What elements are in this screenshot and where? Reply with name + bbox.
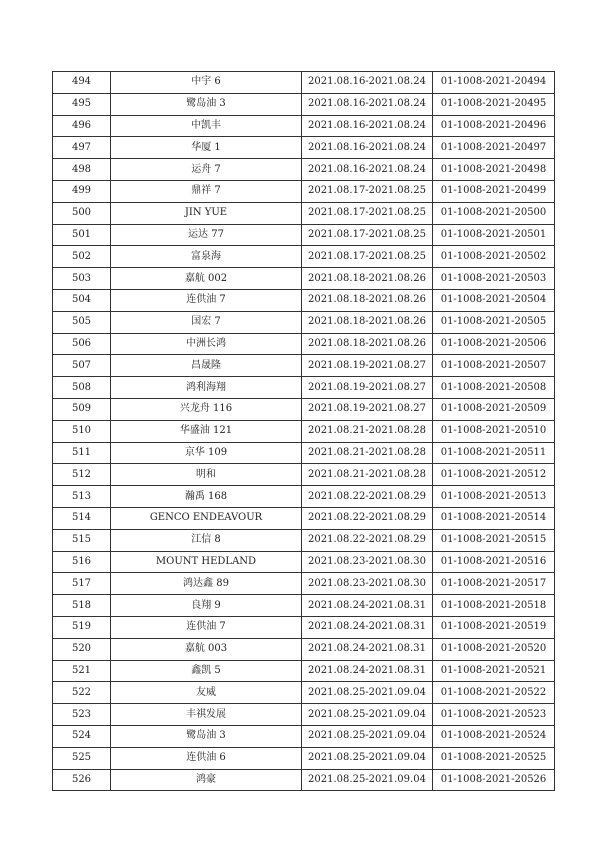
ship-name-cell: 中宇 6 xyxy=(111,72,302,94)
ship-name-cell: 鹭岛油 3 xyxy=(111,93,302,115)
row-number-cell: 513 xyxy=(53,486,111,508)
date-range-cell: 2021.08.24-2021.08.31 xyxy=(302,638,433,660)
date-range-cell: 2021.08.18-2021.08.26 xyxy=(302,268,433,290)
certificate-number-cell: 01-1008-2021-20499 xyxy=(433,180,555,202)
certificate-number-cell: 01-1008-2021-20512 xyxy=(433,464,555,486)
certificate-number-cell: 01-1008-2021-20501 xyxy=(433,224,555,246)
row-number-cell: 522 xyxy=(53,682,111,704)
ship-name-cell: 中洲长鸿 xyxy=(111,333,302,355)
table-row xyxy=(53,137,555,159)
certificate-number-cell: 01-1008-2021-20526 xyxy=(433,769,555,791)
table-row xyxy=(53,377,555,399)
date-range-cell: 2021.08.18-2021.08.26 xyxy=(302,333,433,355)
row-number-cell: 498 xyxy=(53,159,111,181)
date-range-cell: 2021.08.24-2021.08.31 xyxy=(302,595,433,617)
ship-name-cell: 江信 8 xyxy=(111,529,302,551)
table-row xyxy=(53,420,555,442)
date-range-cell: 2021.08.23-2021.08.30 xyxy=(302,551,433,573)
certificate-number-cell: 01-1008-2021-20511 xyxy=(433,442,555,464)
row-number-cell: 509 xyxy=(53,398,111,420)
record-table xyxy=(52,71,555,791)
certificate-number-cell: 01-1008-2021-20504 xyxy=(433,289,555,311)
certificate-number-cell: 01-1008-2021-20513 xyxy=(433,486,555,508)
table-row xyxy=(53,398,555,420)
row-number-cell: 502 xyxy=(53,246,111,268)
certificate-number-cell: 01-1008-2021-20522 xyxy=(433,682,555,704)
date-range-cell: 2021.08.17-2021.08.25 xyxy=(302,202,433,224)
table-row xyxy=(53,355,555,377)
date-range-cell: 2021.08.22-2021.08.29 xyxy=(302,507,433,529)
date-range-cell: 2021.08.18-2021.08.26 xyxy=(302,311,433,333)
certificate-number-cell: 01-1008-2021-20495 xyxy=(433,93,555,115)
ship-name-cell: 连供油 7 xyxy=(111,616,302,638)
table-row xyxy=(53,224,555,246)
certificate-number-cell: 01-1008-2021-20523 xyxy=(433,704,555,726)
ship-name-cell: 京华 109 xyxy=(111,442,302,464)
ship-name-cell: MOUNT HEDLAND xyxy=(111,551,302,573)
table-row xyxy=(53,660,555,682)
ship-name-cell: 明和 xyxy=(111,464,302,486)
ship-name-cell: 华盛油 121 xyxy=(111,420,302,442)
table-row xyxy=(53,115,555,137)
certificate-number-cell: 01-1008-2021-20520 xyxy=(433,638,555,660)
table-row xyxy=(53,573,555,595)
ship-name-cell: 鼎祥 7 xyxy=(111,180,302,202)
table-row xyxy=(53,268,555,290)
date-range-cell: 2021.08.21-2021.08.28 xyxy=(302,464,433,486)
table-row xyxy=(53,747,555,769)
row-number-cell: 499 xyxy=(53,180,111,202)
date-range-cell: 2021.08.16-2021.08.24 xyxy=(302,137,433,159)
row-number-cell: 505 xyxy=(53,311,111,333)
table-row xyxy=(53,333,555,355)
date-range-cell: 2021.08.16-2021.08.24 xyxy=(302,159,433,181)
row-number-cell: 495 xyxy=(53,93,111,115)
date-range-cell: 2021.08.25-2021.09.04 xyxy=(302,725,433,747)
ship-name-cell: 丰祺发展 xyxy=(111,704,302,726)
table-row xyxy=(53,769,555,791)
table-row xyxy=(53,616,555,638)
certificate-number-cell: 01-1008-2021-20514 xyxy=(433,507,555,529)
ship-name-cell: 鸿达鑫 89 xyxy=(111,573,302,595)
ship-name-cell: 鑫凯 5 xyxy=(111,660,302,682)
row-number-cell: 507 xyxy=(53,355,111,377)
row-number-cell: 501 xyxy=(53,224,111,246)
ship-name-cell: 华厦 1 xyxy=(111,137,302,159)
table-row xyxy=(53,595,555,617)
date-range-cell: 2021.08.19-2021.08.27 xyxy=(302,355,433,377)
table-row xyxy=(53,311,555,333)
row-number-cell: 494 xyxy=(53,72,111,94)
row-number-cell: 523 xyxy=(53,704,111,726)
ship-name-cell: 运舟 7 xyxy=(111,159,302,181)
row-number-cell: 510 xyxy=(53,420,111,442)
row-number-cell: 504 xyxy=(53,289,111,311)
date-range-cell: 2021.08.16-2021.08.24 xyxy=(302,72,433,94)
ship-name-cell: 友威 xyxy=(111,682,302,704)
row-number-cell: 497 xyxy=(53,137,111,159)
row-number-cell: 519 xyxy=(53,616,111,638)
row-number-cell: 514 xyxy=(53,507,111,529)
row-number-cell: 511 xyxy=(53,442,111,464)
date-range-cell: 2021.08.23-2021.08.30 xyxy=(302,573,433,595)
date-range-cell: 2021.08.21-2021.08.28 xyxy=(302,442,433,464)
date-range-cell: 2021.08.25-2021.09.04 xyxy=(302,747,433,769)
date-range-cell: 2021.08.22-2021.08.29 xyxy=(302,529,433,551)
ship-name-cell: 运达 77 xyxy=(111,224,302,246)
ship-name-cell: 富泉海 xyxy=(111,246,302,268)
certificate-number-cell: 01-1008-2021-20502 xyxy=(433,246,555,268)
certificate-number-cell: 01-1008-2021-20525 xyxy=(433,747,555,769)
date-range-cell: 2021.08.22-2021.08.29 xyxy=(302,486,433,508)
certificate-number-cell: 01-1008-2021-20515 xyxy=(433,529,555,551)
table-row xyxy=(53,180,555,202)
certificate-number-cell: 01-1008-2021-20500 xyxy=(433,202,555,224)
table-row xyxy=(53,93,555,115)
certificate-number-cell: 01-1008-2021-20519 xyxy=(433,616,555,638)
date-range-cell: 2021.08.24-2021.08.31 xyxy=(302,660,433,682)
row-number-cell: 517 xyxy=(53,573,111,595)
table-row xyxy=(53,486,555,508)
date-range-cell: 2021.08.16-2021.08.24 xyxy=(302,93,433,115)
certificate-number-cell: 01-1008-2021-20516 xyxy=(433,551,555,573)
date-range-cell: 2021.08.19-2021.08.27 xyxy=(302,377,433,399)
table-row xyxy=(53,725,555,747)
row-number-cell: 506 xyxy=(53,333,111,355)
ship-name-cell: 鸿豪 xyxy=(111,769,302,791)
certificate-number-cell: 01-1008-2021-20507 xyxy=(433,355,555,377)
row-number-cell: 508 xyxy=(53,377,111,399)
table-row xyxy=(53,507,555,529)
ship-name-cell: 嘉航 002 xyxy=(111,268,302,290)
row-number-cell: 516 xyxy=(53,551,111,573)
ship-name-cell: 国宏 7 xyxy=(111,311,302,333)
table-row xyxy=(53,202,555,224)
date-range-cell: 2021.08.19-2021.08.27 xyxy=(302,398,433,420)
date-range-cell: 2021.08.18-2021.08.26 xyxy=(302,289,433,311)
table-row xyxy=(53,72,555,94)
date-range-cell: 2021.08.25-2021.09.04 xyxy=(302,769,433,791)
row-number-cell: 525 xyxy=(53,747,111,769)
row-number-cell: 524 xyxy=(53,725,111,747)
date-range-cell: 2021.08.21-2021.08.28 xyxy=(302,420,433,442)
certificate-number-cell: 01-1008-2021-20498 xyxy=(433,159,555,181)
ship-name-cell: 瀚禹 168 xyxy=(111,486,302,508)
certificate-number-cell: 01-1008-2021-20494 xyxy=(433,72,555,94)
table-row xyxy=(53,246,555,268)
ship-name-cell: 良翔 9 xyxy=(111,595,302,617)
ship-name-cell: JIN YUE xyxy=(111,202,302,224)
row-number-cell: 503 xyxy=(53,268,111,290)
date-range-cell: 2021.08.17-2021.08.25 xyxy=(302,180,433,202)
certificate-number-cell: 01-1008-2021-20506 xyxy=(433,333,555,355)
table-row xyxy=(53,529,555,551)
date-range-cell: 2021.08.25-2021.09.04 xyxy=(302,682,433,704)
ship-name-cell: 连供油 7 xyxy=(111,289,302,311)
certificate-number-cell: 01-1008-2021-20505 xyxy=(433,311,555,333)
ship-name-cell: GENCO ENDEAVOUR xyxy=(111,507,302,529)
table-row xyxy=(53,442,555,464)
table-row xyxy=(53,551,555,573)
row-number-cell: 512 xyxy=(53,464,111,486)
row-number-cell: 526 xyxy=(53,769,111,791)
ship-name-cell: 鸿利海翔 xyxy=(111,377,302,399)
date-range-cell: 2021.08.25-2021.09.04 xyxy=(302,704,433,726)
row-number-cell: 521 xyxy=(53,660,111,682)
certificate-number-cell: 01-1008-2021-20524 xyxy=(433,725,555,747)
certificate-number-cell: 01-1008-2021-20509 xyxy=(433,398,555,420)
row-number-cell: 520 xyxy=(53,638,111,660)
table-row xyxy=(53,159,555,181)
certificate-number-cell: 01-1008-2021-20518 xyxy=(433,595,555,617)
date-range-cell: 2021.08.16-2021.08.24 xyxy=(302,115,433,137)
certificate-number-cell: 01-1008-2021-20497 xyxy=(433,137,555,159)
certificate-number-cell: 01-1008-2021-20508 xyxy=(433,377,555,399)
table-row xyxy=(53,638,555,660)
row-number-cell: 518 xyxy=(53,595,111,617)
table-row xyxy=(53,682,555,704)
record-table-body xyxy=(53,72,555,791)
ship-name-cell: 连供油 6 xyxy=(111,747,302,769)
row-number-cell: 500 xyxy=(53,202,111,224)
certificate-number-cell: 01-1008-2021-20510 xyxy=(433,420,555,442)
table-row xyxy=(53,464,555,486)
row-number-cell: 515 xyxy=(53,529,111,551)
ship-name-cell: 昌晟隆 xyxy=(111,355,302,377)
certificate-number-cell: 01-1008-2021-20496 xyxy=(433,115,555,137)
date-range-cell: 2021.08.17-2021.08.25 xyxy=(302,246,433,268)
table-row xyxy=(53,704,555,726)
row-number-cell: 496 xyxy=(53,115,111,137)
ship-name-cell: 兴龙舟 116 xyxy=(111,398,302,420)
ship-name-cell: 中凯丰 xyxy=(111,115,302,137)
certificate-number-cell: 01-1008-2021-20517 xyxy=(433,573,555,595)
certificate-number-cell: 01-1008-2021-20503 xyxy=(433,268,555,290)
table-row xyxy=(53,289,555,311)
ship-name-cell: 嘉航 003 xyxy=(111,638,302,660)
date-range-cell: 2021.08.17-2021.08.25 xyxy=(302,224,433,246)
certificate-number-cell: 01-1008-2021-20521 xyxy=(433,660,555,682)
date-range-cell: 2021.08.24-2021.08.31 xyxy=(302,616,433,638)
ship-name-cell: 鹭岛油 3 xyxy=(111,725,302,747)
